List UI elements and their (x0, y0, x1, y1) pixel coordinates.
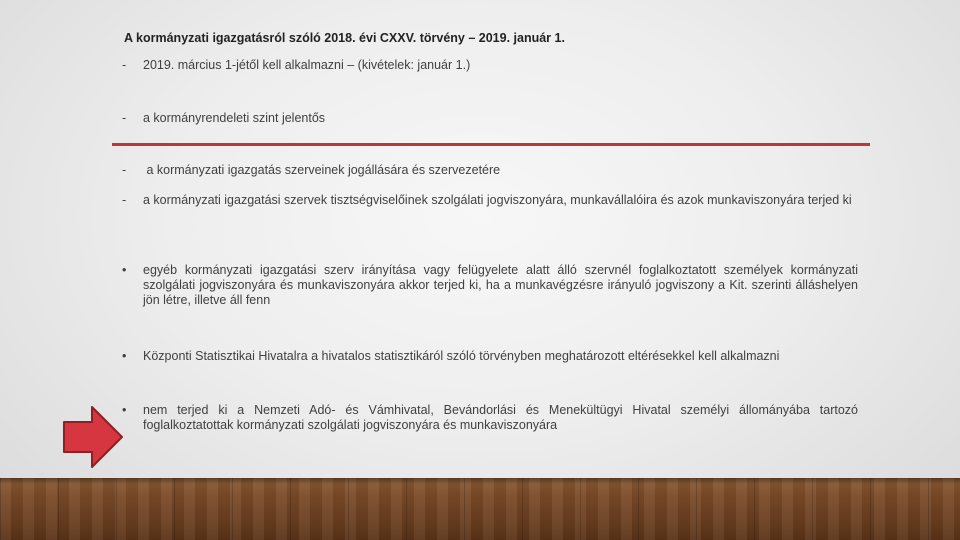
dash-marker: - (122, 58, 127, 72)
list-item (122, 349, 858, 364)
list-item (122, 403, 858, 433)
bullet-marker: • (122, 403, 127, 417)
list-item (122, 163, 858, 178)
list-item (122, 111, 858, 126)
divider-rule (112, 143, 870, 146)
bullet-marker: • (122, 349, 127, 363)
list-item (122, 263, 858, 308)
list-item (122, 193, 858, 208)
dash-marker: - (122, 111, 127, 125)
list-item-text: nem terjed ki a Nemzeti Adó- és Vámhivatal, Bevándorlási és Menekültügyi Hivatal személyi állományába tartozó foglalkoztatottak kormányzati szolgálati jogviszonyára és munkaviszonyára (143, 403, 858, 432)
slide-title: A kormányzati igazgatásról szóló 2018. évi CXXV. törvény – 2019. január 1. (124, 31, 565, 45)
list-item-text: egyéb kormányzati igazgatási szerv irányítása vagy felügyelete alatt álló szervnél foglalkoztatott személyek kormányzati szolgálati jogviszonyára és munkaviszonyára akkor terjed ki, ha a munkavégzésre irányuló jogviszony a Kit. szerinti álláshelyen jön létre, illetve áll fenn (143, 263, 858, 307)
list-item-text: 2019. március 1-jétől kell alkalmazni – (kivételek: január 1.) (143, 58, 471, 72)
list-item-text: a kormányrendeleti szint jelentős (143, 111, 326, 125)
list-item-text: Központi Statisztikai Hivatalra a hivatalos statisztikáról szóló törvényben meghatározott eltérésekkel kell alkalmazni (143, 349, 780, 363)
dash-marker: - (122, 193, 127, 207)
dash-marker: - (122, 163, 127, 177)
list-item-text: a kormányzati igazgatási szervek tisztségviselőinek szolgálati jogviszonyára, munkavállalóira és azok munkaviszonyára terjed ki (143, 193, 852, 207)
wooden-floor (0, 478, 960, 540)
list-item-text: a kormányzati igazgatás szerveinek jogállására és szervezetére (143, 163, 501, 177)
bullet-marker: • (122, 263, 127, 277)
right-arrow-icon (62, 404, 124, 475)
list-item (122, 58, 858, 73)
